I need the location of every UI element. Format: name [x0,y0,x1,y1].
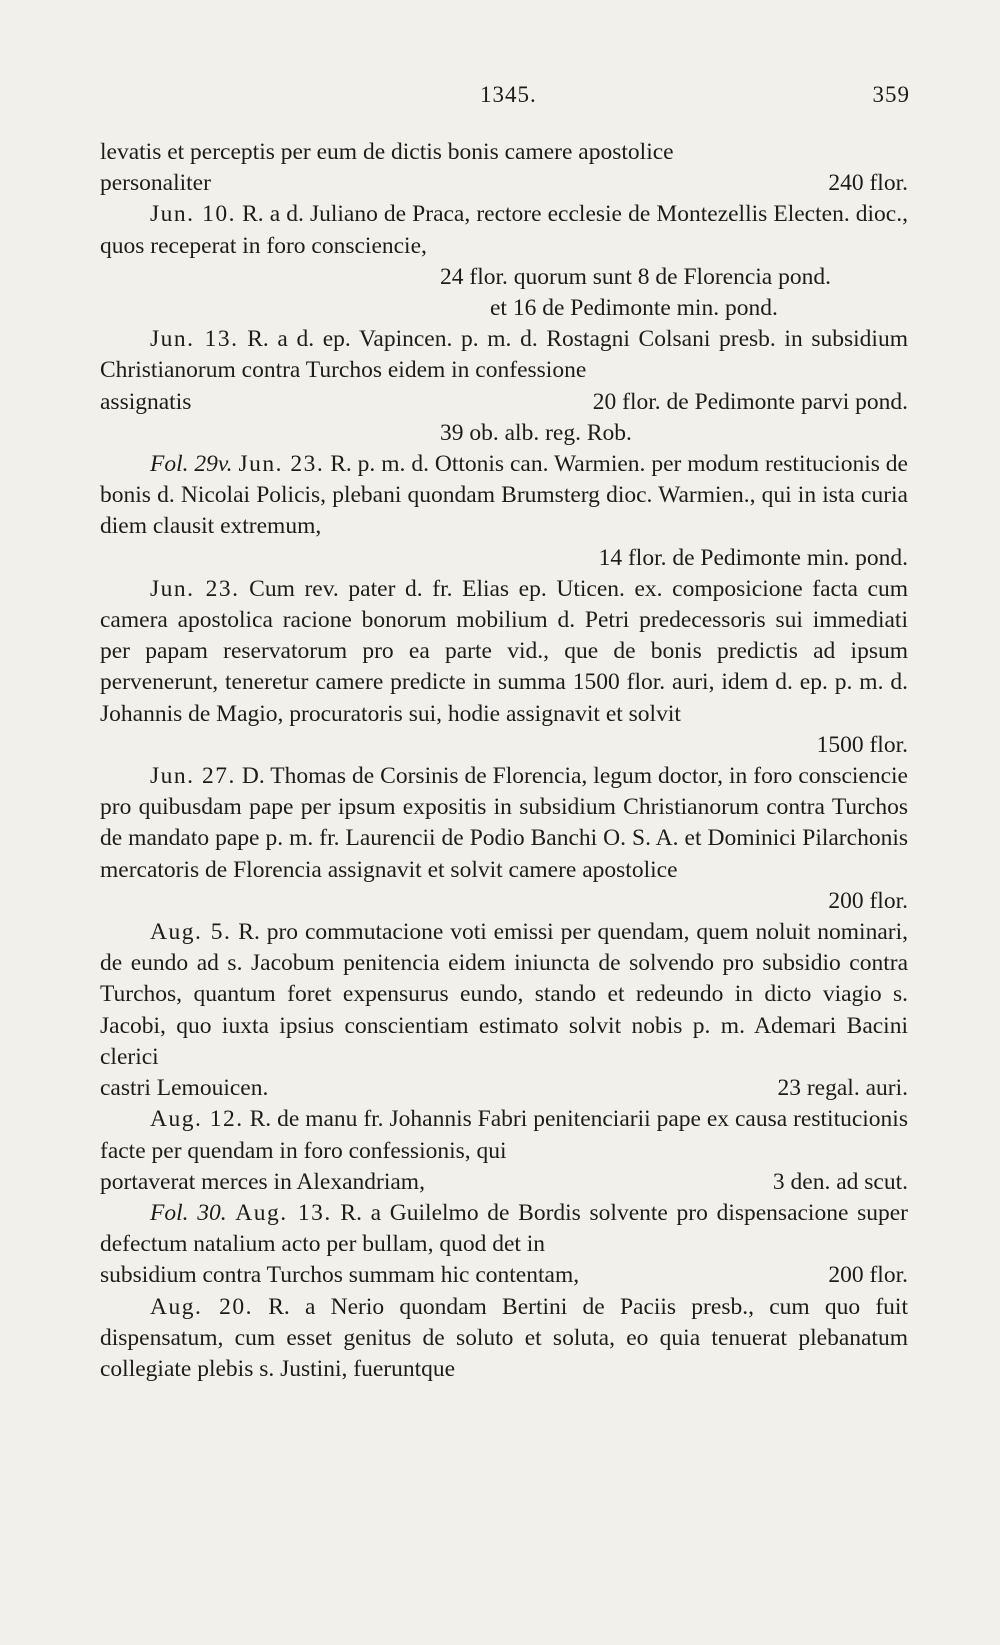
entry-last-line: assignatis [100,388,192,415]
entry [100,199,908,324]
entry-amount-2: 39 ob. alb. reg. Rob. [440,419,632,446]
entry-amount: 1500 flor. [816,731,908,758]
page-number: 359 [872,82,910,107]
document-body [100,137,908,1385]
entry-text: levatis et perceptis per eum de dictis bonis camere apostolice [100,139,674,165]
entry-date: Jun. 27. [150,763,236,790]
entry-amount: 14 flor. de Pedimonte min. pond. [598,544,908,571]
entry-text: R. a d. Juliano de Praca, rectore ecclesie de Montezellis Electen. dioc., quos receperat in foro consciencie, [100,201,908,259]
entry-amount: 240 flor. [828,170,908,197]
entry [100,137,908,199]
entry-last-line: subsidium contra Turchos summam hic contentam, [100,1262,580,1289]
entry-text: R. a Nerio quondam Bertini de Paciis presb., cum quo fuit dispensatum, cum esset genitus de soluto et soluta, eo quia tenuerat plebanatum collegiate plebis s. Justini, fueruntque [100,1293,908,1382]
entry-date: Jun. 10. [150,201,236,228]
entry-amount: 200 flor. [828,887,908,914]
entry-amount: 3 den. ad scut. [772,1168,908,1195]
entry-text: D. Thomas de Corsinis de Florencia, legum doctor, in foro consciencie pro quibusdam pape per ipsum expositis in subsidium Christianorum contra Turchos de mandato pape p. m. fr. Laurencii de Podio Banchi O. S. A. et Dominici Pilarchonis mercatoris de Florencia assignavit et solvit camere apostolice [100,763,908,883]
entry-amount: 200 flor. [828,1262,908,1289]
folio-ref: Fol. 29v. [150,451,233,478]
entry-date: Jun. 23. [150,575,240,602]
entry-text: R. pro commutacione voti emissi per quendam, quem noluit nominari, de eundo ad s. Jacobum penitencia eidem iniuncta de solvendo pro subsidio contra Turchos, quantum foret expensurus eundo, stando et redeundo in dicto viagio s. Jacobi, quo iuxta ipsius conscientiam estimato solvit nobis p. m. Ademari Bacini clerici [100,919,908,1070]
entry-amount-2: et 16 de Pedimonte min. pond. [490,295,778,322]
entry-date: Aug. 12. [150,1106,244,1133]
entry-amount: 24 flor. quorum sunt 8 de Florencia pond. [440,263,831,290]
page-header [100,82,910,112]
folio-ref: Fol. 30. [150,1199,227,1226]
entry-amount: 20 flor. de Pedimonte parvi pond. [592,388,908,415]
entry-amount: 23 regal. auri. [777,1075,908,1102]
entry-date: Jun. 23. [238,451,325,478]
entry [100,574,908,761]
entry-last-line: personaliter [100,170,211,197]
entry-last-line: portaverat merces in Alexandriam, [100,1168,425,1195]
entry [100,761,908,917]
entry-last-line: castri Lemouicen. [100,1075,269,1102]
entry-date: Aug. 20. [150,1293,253,1320]
entry [100,1198,908,1292]
entry-text: R. de manu fr. Johannis Fabri penitenciarii pape ex causa restitucionis facte per quendam in foro confessionis, qui [100,1106,908,1164]
entry-text: Cum rev. pater d. fr. Elias ep. Uticen. ex. composicione facta cum camera apostolica racione bonorum mobilium d. Petri predecessoris sui immediati per papam reservatorum pro ea parte vid., que de bonis predictis ad ipsum pervenerunt, teneretur camere predicte in summa 1500 flor. auri, idem d. ep. p. m. d. Johannis de Magio, procuratoris sui, hodie assignavit et solvit [100,575,909,727]
entry-date: Aug. 13. [235,1199,332,1226]
entry-date: Aug. 5. [150,919,232,946]
entry-text: R. a d. ep. Vapincen. p. m. d. Rostagni Colsani presb. in subsidium Christianorum contra Turchos eidem in confessione [100,326,908,384]
entry [100,449,908,574]
entry [100,1104,908,1198]
entry [100,324,908,449]
entry-date: Jun. 13. [150,326,239,353]
entry-text: R. p. m. d. Ottonis can. Warmien. per modum restitucionis de bonis d. Nicolai Policis, plebani quondam Brumsterg dioc. Warmien., qui in ista curia diem clausit extremum, [100,451,908,540]
entry-text: R. a Guilelmo de Bordis solvente pro dispensacione super defectum natalium acto per bullam, quod det in [100,1199,908,1258]
entry [100,917,908,1104]
header-year: 1345. [480,82,537,107]
entry [100,1292,908,1386]
